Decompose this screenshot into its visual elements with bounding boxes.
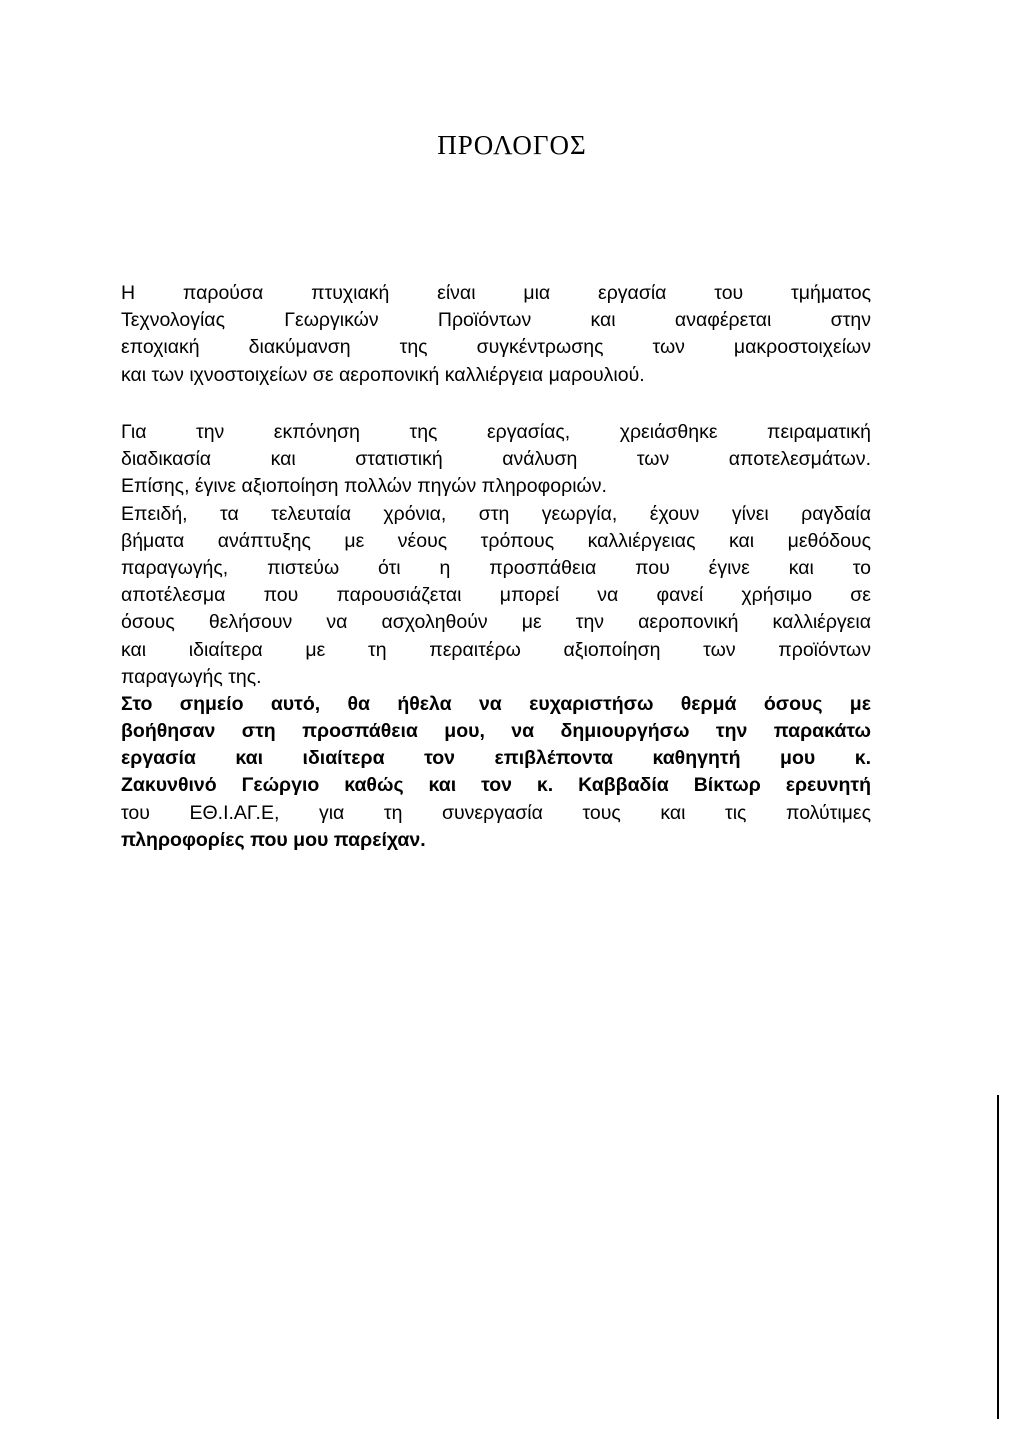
paragraph-line: εργασία και ιδιαίτερα τον επιβλέποντα καθηγητή μου κ.: [121, 747, 871, 770]
paragraph-line: αποτέλεσμα που παρουσιάζεται μπορεί να φανεί χρήσιμο σε: [121, 584, 871, 607]
paragraph-line: διαδικασία και στατιστική ανάλυση των αποτελεσμάτων.: [121, 448, 871, 471]
paragraph-line: πληροφορίες που μου παρείχαν.: [121, 828, 426, 851]
paragraph-line: παραγωγής, πιστεύω ότι η προσπάθεια που έγινε και το: [121, 556, 871, 579]
paragraph-line: Τεχνολογίας Γεωργικών Προϊόντων και αναφέρεται στην: [121, 309, 871, 332]
paragraph-intro: [121, 280, 871, 389]
paragraph-line: Η παρούσα πτυχιακή είναι μια εργασία του τμήματος: [121, 282, 871, 304]
paragraph-line: βήματα ανάπτυξης με νέους τρόπους καλλιέργειας και μεθόδους: [121, 529, 871, 552]
paragraph-line: όσους θελήσουν να ασχοληθούν με την αεροπονική καλλιέργεια: [121, 611, 871, 634]
paragraph-line: εποχιακή διακύμανση της συγκέντρωσης των μακροστοιχείων: [121, 336, 871, 359]
paragraph-line: Επίσης, έγινε αξιοποίηση πολλών πηγών πληροφοριών.: [121, 475, 607, 498]
paragraph-line: παραγωγής της.: [121, 665, 262, 688]
paragraph-line: και ιδιαίτερα με τη περαιτέρω αξιοποίηση των προϊόντων: [121, 638, 871, 661]
paragraph-line: Ζακυνθινό Γεώργιο καθώς και τον κ. Καββαδία Βίκτωρ ερευνητή: [121, 774, 871, 797]
paragraph-line: Στο σημείο αυτό, θα ήθελα να ευχαριστήσω θερμά όσους με: [121, 692, 871, 715]
paragraph-line: Επειδή, τα τελευταία χρόνια, στη γεωργία, έχουν γίνει ραγδαία: [121, 502, 871, 525]
paragraph-line: του ΕΘ.Ι.ΑΓ.Ε, για τη συνεργασία τους και τις πολύτιμες: [121, 801, 871, 824]
paragraph-line: βοήθησαν στη προσπάθεια μου, να δημιουργήσω την παρακάτω: [121, 720, 871, 743]
paragraph-line: και των ιχνοστοιχείων σε αεροπονική καλλιέργεια μαρουλιού.: [121, 363, 645, 386]
paragraph-line: Για την εκπόνηση της εργασίας, χρειάσθηκε πειραματική: [121, 421, 871, 443]
paragraph-main: [121, 419, 871, 854]
page-title: ΠΡΟΛΟΓΟΣ: [437, 130, 587, 160]
margin-line: [997, 1095, 999, 1419]
